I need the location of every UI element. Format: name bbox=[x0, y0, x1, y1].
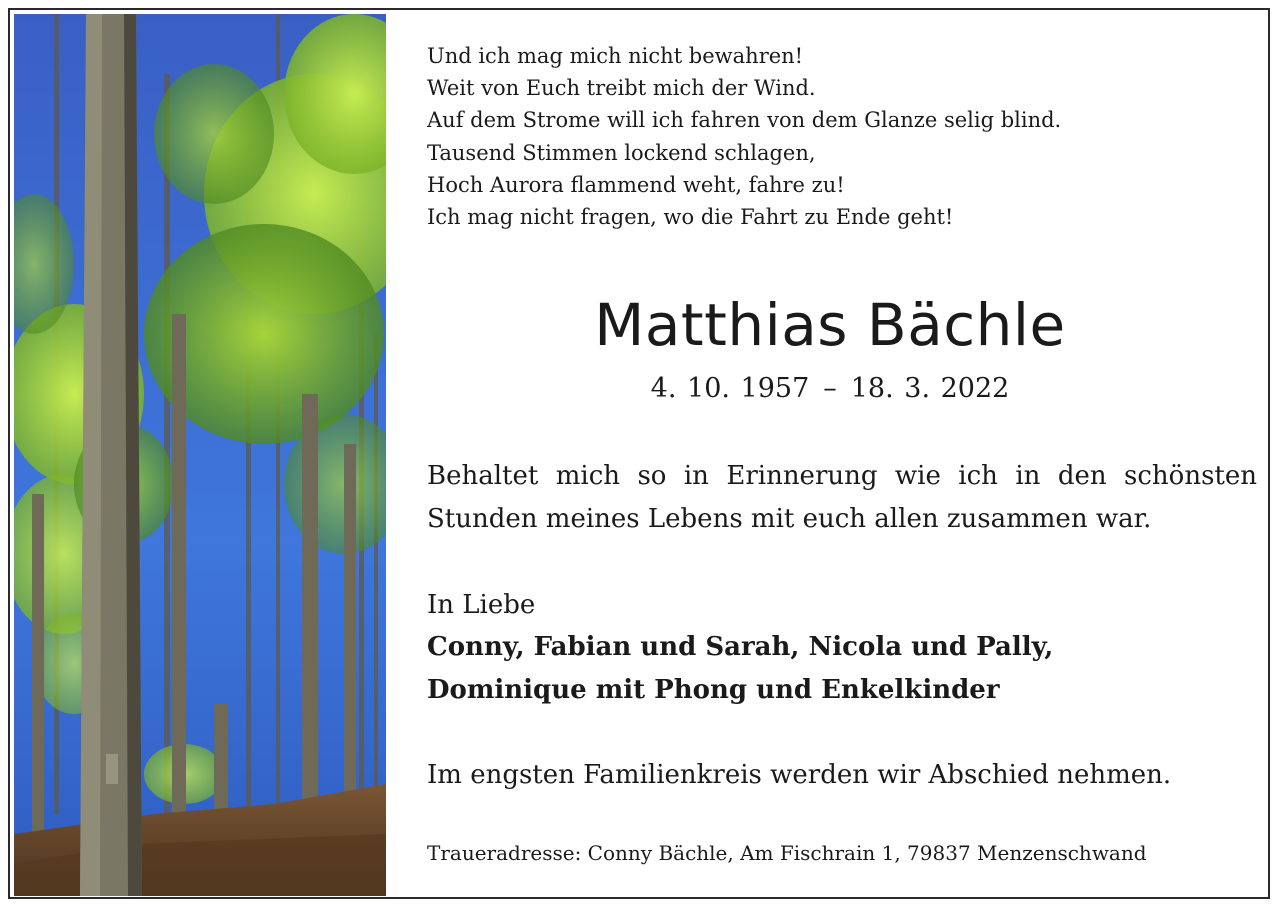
poem bbox=[427, 40, 1247, 233]
forest-illustration bbox=[14, 14, 386, 896]
quote-line: Behaltet mich so in Erinnerung wie ich in den schönsten bbox=[427, 461, 1257, 491]
mourning-address: Traueradresse: Conny Bächle, Am Fischrain 1, 79837 Menzenschwand bbox=[427, 841, 1147, 865]
life-dates bbox=[400, 369, 1260, 409]
quote-line: Stunden meines Lebens mit euch allen zusammen war. bbox=[427, 504, 1152, 534]
mourners-list bbox=[427, 626, 1053, 712]
date-separator: – bbox=[823, 373, 837, 404]
memorial-quote bbox=[427, 455, 1257, 541]
poem-line: Weit von Euch treibt mich der Wind. bbox=[427, 76, 816, 101]
poem-line: Hoch Aurora flammend weht, fahre zu! bbox=[427, 172, 845, 197]
deceased-name: Matthias Bächle bbox=[594, 291, 1066, 359]
poem-line: Ich mag nicht fragen, wo die Fahrt zu Ende geht! bbox=[427, 205, 954, 230]
death-date: 18. 3. 2022 bbox=[850, 373, 1010, 404]
mourners-line: Dominique mit Phong und Enkelkinder bbox=[427, 675, 1000, 705]
poem-line: Tausend Stimmen lockend schlagen, bbox=[427, 140, 816, 165]
mourners-line: Conny, Fabian und Sarah, Nicola und Pally, bbox=[427, 632, 1054, 662]
mourners-intro: In Liebe bbox=[427, 590, 536, 620]
poem-line: Und ich mag mich nicht bewahren! bbox=[427, 44, 804, 68]
birth-date: 4. 10. 1957 bbox=[650, 373, 810, 404]
farewell-note: Im engsten Familienkreis werden wir Abschied nehmen. bbox=[427, 760, 1172, 790]
poem-line: Auf dem Strome will ich fahren von dem Glanze selig blind. bbox=[427, 108, 1062, 133]
forest-photo bbox=[14, 14, 386, 896]
poem-block bbox=[427, 40, 1247, 233]
